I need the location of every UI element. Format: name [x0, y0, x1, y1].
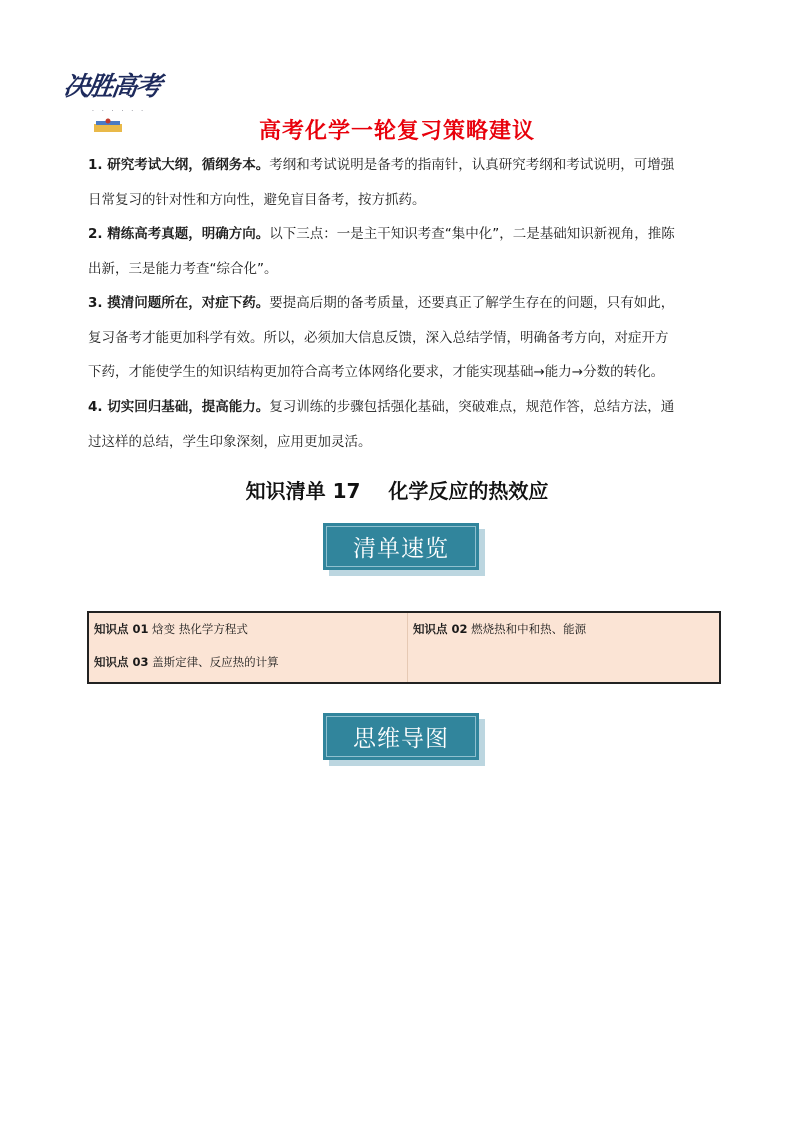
logo-text: 决胜高考 [61, 72, 162, 102]
page-title: 高考化学一轮复习策略建议 [258, 119, 535, 144]
paragraph-text: 过这样的总结，学生印象深刻，应用更加灵活。 [88, 433, 372, 450]
paragraph-lead: 1. 研究考试大纲，循纲务本。 [88, 157, 270, 173]
paragraph-text: 以下三点：一是主干知识考查“集中化”，二是基础知识新视角，推陈 [269, 226, 675, 242]
paragraph-lead: 2. 精练高考真题，明确方向。 [88, 226, 270, 242]
knowledge-point-item-02[interactable] [413, 621, 586, 637]
knowledge-point-item-01[interactable] [94, 621, 248, 637]
knowledge-point-label: 知识点 02 [413, 622, 468, 636]
knowledge-point-text: 焓变 热化学方程式 [152, 622, 248, 636]
knowledge-point-table [87, 611, 721, 684]
overview-button-label: 清单速览 [353, 536, 449, 562]
strategy-paragraph-4 [88, 390, 724, 459]
table-divider [407, 613, 408, 682]
paragraph-line [88, 321, 724, 356]
logo-subtext-decoration: · · · · · · [92, 108, 146, 115]
strategy-paragraph-3 [88, 286, 724, 390]
knowledge-point-label: 知识点 03 [94, 655, 149, 669]
strategy-paragraph-2 [88, 217, 724, 286]
mindmap-section-button[interactable] [323, 713, 479, 760]
paragraph-text: 出新，三是能力考查“综合化”。 [88, 260, 278, 277]
paragraph-lead: 3. 摸清问题所在，对症下药。 [88, 295, 270, 311]
overview-section-button[interactable] [323, 523, 479, 570]
paragraph-line [88, 355, 724, 390]
paragraph-line [88, 425, 724, 460]
paragraph-line [88, 390, 724, 425]
paragraph-text: 复习备考才能更加科学有效。所以，必须加大信息反馈，深入总结学情，明确备考方向，对症开方 [88, 329, 669, 346]
section-heading: 知识清单 17 化学反应的热效应 [245, 479, 549, 503]
paragraph-lead: 4. 切实回归基础，提高能力。 [88, 399, 270, 415]
paragraph-text: 日常复习的针对性和方向性，避免盲目备考，按方抓药。 [88, 191, 426, 208]
strategy-paragraph-1 [88, 148, 724, 217]
paragraph-line [88, 286, 724, 321]
knowledge-point-item-03[interactable] [94, 654, 279, 670]
knowledge-point-label: 知识点 01 [94, 622, 149, 636]
paragraph-text: 复习训练的步骤包括强化基础，突破难点，规范作答，总结方法，通 [269, 399, 675, 415]
mindmap-button-label: 思维导图 [353, 726, 449, 752]
paragraph-text: 考纲和考试说明是备考的指南针，认真研究考纲和考试说明，可增强 [269, 157, 675, 173]
paragraph-text: 要提高后期的备考质量，还要真正了解学生存在的问题，只有如此， [269, 295, 675, 311]
paragraph-text: 下药，才能使学生的知识结构更加符合高考立体网络化要求，才能实现基础→能力→分数的转化。 [88, 364, 665, 380]
paragraph-line [88, 148, 724, 183]
paragraph-line [88, 217, 724, 252]
knowledge-point-text: 燃烧热和中和热、能源 [471, 622, 587, 636]
paragraph-line [88, 252, 724, 287]
paragraph-line [88, 183, 724, 218]
knowledge-point-text: 盖斯定律、反应热的计算 [152, 655, 279, 669]
